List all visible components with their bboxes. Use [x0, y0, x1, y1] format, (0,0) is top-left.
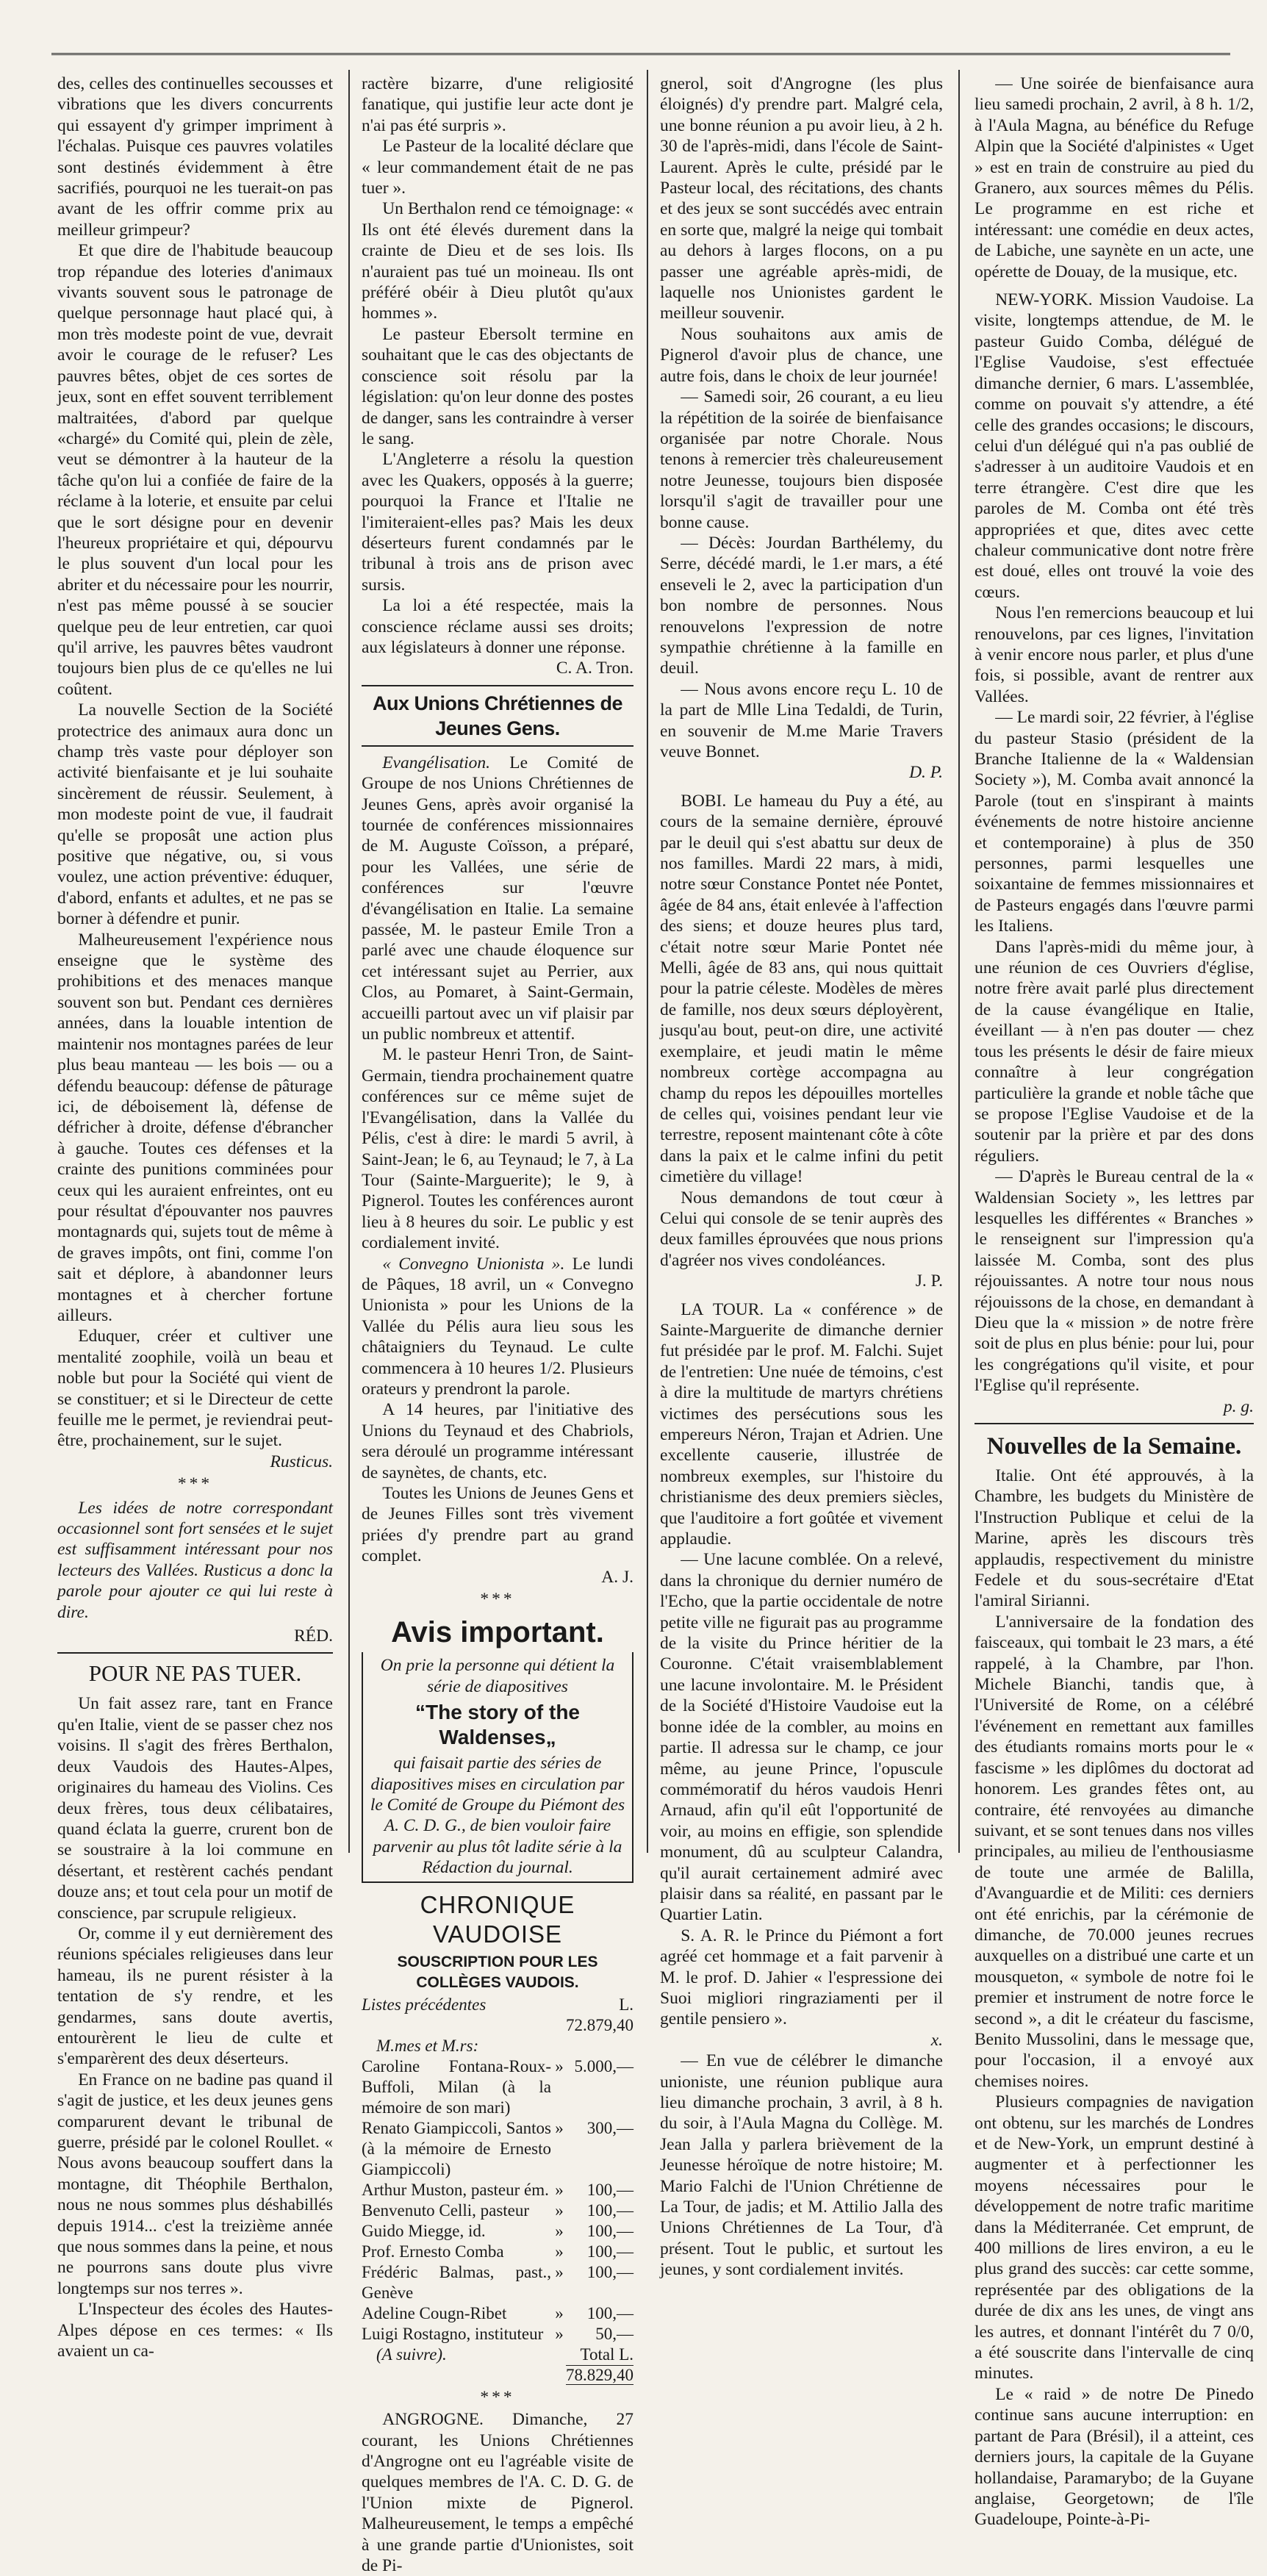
column-rule: [348, 70, 350, 1853]
ditto-mark: »: [555, 2180, 564, 2199]
paragraph: Plusieurs compagnies de navigation ont obtenu, sur les marchés de Londres et de New-York, un emprunt destiné à augmenter et à perfectionner les moyens nécessaires pour le développement de notre trafic maritime dans la Méditerranée. Cet emprunt, de 400 millions de lires environ, a eu le plus grand des succès: car cette somme, représentée par des obligations de la durée de dix ans les unes, de vingt ans les autres, et donnant l'intérêt du 7 0/0, a été souscrite dans l'intervalle de cinq minutes.: [975, 2092, 1254, 2383]
paragraph: Nous l'en remercions beaucoup et lui renouvelons, par ces lignes, l'invitation à venir encore nous parler, et plus d'une fois, si possible, avant de rentrer aux Vallées.: [975, 603, 1254, 706]
total: [551, 2344, 634, 2386]
signature: Rusticus.: [270, 1452, 333, 1471]
paragraph: En France on ne badine pas quand il s'agit de justice, et les deux jeunes gens comparurent devant le tribunal de guerre, présidé par le colonel Roullet. « Nous avons beaucoup souffert dans la montagne, dit Théophile Berthalon, nous ne nous sommes plus déshabillés depuis 1914... c'est la treizième année que nous sommes dans la peine, et nous ne pourrons sans doute plus vivre longtemps sur nos terres ».: [57, 2070, 333, 2298]
separator: ***: [480, 2387, 515, 2407]
column-rule: [958, 70, 960, 1853]
donor-amount: 100,—: [586, 2180, 634, 2199]
donor-name: Luigi Rostagno, instituteur: [362, 2324, 544, 2343]
paragraph: ANGROGNE. Dimanche, 27 courant, les Unions Chrétiennes d'Angrogne ont eu l'agréable visite de quelques membres de l'A. C. D. G. de l'Union mixte de Pignerol. Malheureusement, le temps a empêché à une grande partie d'Unionistes, soit de Pi-: [362, 2410, 634, 2575]
paragraph: NEW-YORK. Mission Vaudoise. La visite, longtemps attendue, de M. le pasteur Guido Comba, délégué de l'Eglise Vaudoise, s'est effectuée dimanche dernier, 6 mars. L'assemblée, comme on pouvait s'y attendre, a été celle des grandes occasions; le discours, celui d'un délégué qui n'a pas oublié de s'adresser à un auditoire Vaudois et en terre étrangère. C'est dire que les paroles de M. Comba ont été très appropriées et que, dites avec cette chaleur communicative dont notre frère est doué, elles ont trouvé la voie des cœurs.: [975, 290, 1254, 602]
paragraph: Nous souhaitons aux amis de Pignerol d'avoir plus de chance, une autre fois, dans le choix de leur journée!: [660, 324, 943, 386]
paragraph: ractère bizarre, d'une religiosité fanatique, qui justifie leur acte dont je n'ai pas été surpris ».: [362, 74, 634, 135]
paragraph: Or, comme il y eut dernièrement des réunions spéciales religieuses dans leur hameau, ils ne purent résister à la tentation de s'y rendre, et les gendarmes, sans doute avertis, entourèrent le lieu de culte et s'emparèrent des deux déserteurs.: [57, 1923, 333, 2069]
divider: [975, 1423, 1254, 1424]
donor-amount: 5.000,—: [574, 2056, 634, 2075]
donor-row: [362, 2324, 634, 2344]
paragraph: Nous demandons de tout cœur à Celui qui console de se tenir auprès des deux familles éprouvées que nous prions d'agréer nos vives condoléances.: [660, 1188, 943, 1270]
donor-amount: 100,—: [586, 2200, 634, 2220]
donor-name: Caroline Fontana-Roux-Buffoli, Milan (à la mémoire de son mari): [362, 2056, 551, 2117]
donor-amount: 100,—: [586, 2303, 634, 2322]
donor-amount: 50,—: [595, 2324, 634, 2343]
donor-name: Adeline Cougn-Ribet: [362, 2303, 507, 2322]
paragraph: — D'après le Bureau central de la « Waldensian Society », les lettres par lesquelles les différentes « Branches » le renseignent sur l'impression qu'a laissée M. Comba, sont des plus réjouissantes. A notre tour nous nous réjouissons de la chose, en demandant à Dieu que la « mission » de notre frère soit de plus en plus bénie: pour lui, pour les congrégations qu'il visite, et pour l'Eglise qu'il représente.: [975, 1167, 1254, 1396]
paragraph: L'anniversaire de la fondation des faisceaux, qui tombait le 23 mars, a été rappelé, à la Chambre, par l'hon. Michele Bianchi, tandis que, à l'Université de Rome, on a célébré l'événement en remettant aux familles des étudiants romains morts pour le « fascisme » les diplômes du doctorat ad honorem. Les grandes fêtes ont, au contraire, été renvoyées au dimanche suivant, et se sont tenues dans nos villes principales, au milieu de l'enthousiasme de toute une armée de Balilla, d'Avanguardie et de Militi: ces derniers ont été enrichis, par la cérémonie de dimanche, de 70.000 jeunes recrues auxquelles on a distribué une carte et un mousqueton, « symbole de notre foi le premier et instrument de notre force le second », a dit le créateur du fascisme, Benito Mussolini, dans le message que, pour l'occasion, il a envoyé aux chemises noires.: [975, 1612, 1254, 2091]
total-label: Total L.: [580, 2344, 634, 2364]
paragraph: La loi a été respectée, mais la conscience réclame aussi ses droits; aux législateurs à donner une réponse.: [362, 596, 634, 657]
divider: [57, 1652, 333, 1654]
table-row: [362, 2344, 634, 2386]
headline-avis: Avis important.: [391, 1616, 604, 1649]
ditto-mark: »: [555, 2242, 564, 2261]
paragraph: Un fait assez rare, tant en France qu'en Italie, vient de se passer chez nos voisins. Il s'agit des frères Berthalon, deux Vaudois des Hautes-Alpes, originaires du hameau des Violins. Ces deux frères, tous deux célibataires, quand éclata la guerre, crurent bon de se soustraire à la loi commune en désertant, et restèrent cachés pendant douze ans; et tout cela pour un motif de conscience, par scrupule religieux.: [57, 1694, 333, 1923]
table-row: [362, 1995, 634, 2036]
ditto-mark: »: [555, 2324, 564, 2343]
paragraph: LA TOUR. La « conférence » de Sainte-Marguerite de dimanche dernier fut présidée par le prof. M. Falchi. Sujet de l'entretien: Une nuée de témoins, c'est à dire la multitude de martyrs chrétiens victimes des persécutions sous les empereurs Néron, Trajan et Adrien. Une excellente causerie, illustrée de nombreux exemples, sur l'histoire du christianisme des deux premiers siècles, que l'auditoire a fort goûtée et vivement applaudie.: [660, 1299, 943, 1549]
subheading-souscription: SOUSCRIPTION POUR LES COLLÈGES VAUDOIS.: [397, 1953, 598, 1991]
signature: C. A. Tron.: [556, 659, 634, 678]
paragraph: — Samedi soir, 26 courant, a eu lieu la répétition de la soirée de bienfaisance organisée par notre Chorale. Nous tenons à remercier très chaleureusement notre Jeunesse, toujours bien disposée lorsqu'il s'agit de travailler pour une bonne cause.: [660, 387, 943, 532]
paragraph: — Le mardi soir, 22 février, à l'église du pasteur Stasio (président de la Branche Italienne de la « Waldensian Society »), M. Comba avait annoncé la Parole (tout en s'inspirant à maints événements de notre histoire ancienne et contemporaine) à plus de 350 personnes, parmi lesquelles une soixantaine de femmes missionnaires et de Pasteurs engagés dans l'œuvre parmi les Italiens.: [975, 708, 1254, 936]
paragraph: des, celles des continuelles secousses et vibrations que les divers concurrents qui essayent d'y grimper impriment à l'échalas. Puisque ces pauvres volatiles sont destinés évidemment à être sacrifiés, pourquoi ne les tuerait-on pas avant de les offrir comme prix au meilleur grimpeur?: [57, 74, 333, 240]
column-3: [660, 73, 943, 2280]
signature: J. P.: [915, 1271, 943, 1291]
donor-name: Benvenuto Celli, pasteur: [362, 2200, 530, 2220]
section-header: [362, 685, 634, 747]
total-amount: 78.829,40: [566, 2365, 634, 2384]
notice-box: [362, 1652, 634, 1882]
suivre: (A suivre).: [376, 2344, 447, 2364]
paragraph: — Décès: Jourdan Barthélemy, du Serre, décédé mardi, le 1.er mars, a été enseveli le 2, avec la participation d'un bon nombre de personnes. Nous renouvelons l'expression de notre sympathie chrétienne à la famille en deuil.: [660, 533, 943, 678]
paragraph: Et que dire de l'habitude beaucoup trop répandue des loteries d'animaux vivants souvent sous le patronage de quelque personnage haut placé qui, à mon très modeste point de vue, devrait avoir le courage de le refuser? Les pauvres bêtes, objet de ces sortes de jeux, sont en effet souvent terriblement maltraitées, d'abord par quelque «chargé» du Comité qui, plein de zèle, veut se démontrer à la hauteur de la tâche qu'on lui a confiée de faire de la réclame à la loterie, et ensuite par celui que le sort désigne pour en devenir l'heureux propriétaire et qui, dépourvu le plus souvent d'un local pour les abriter et du nécessaire pour les nourrir, n'est pas même poussé à se soucier quelque peu de leur entretien, car quoi qu'il arrive, les pauvres bêtes vaudront toujours bien plus de ce qu'elles ne lui coûtent.: [57, 241, 333, 699]
column-rule: [647, 70, 648, 1853]
paragraph: [362, 1254, 634, 1400]
donor-row: [362, 2180, 634, 2200]
ditto-mark: »: [555, 2303, 564, 2322]
paragraph: Eduquer, créer et cultiver une mentalité zoophile, voilà un beau et noble but pour la Société qui vient de se constituer; et si le Directeur de cette feuille me le permet, je reviendrai peut-être, prochainement, sur le sujet.: [57, 1327, 333, 1451]
separator: ***: [480, 1590, 515, 1610]
paragraph: — Une soirée de bienfaisance aura lieu samedi prochain, 2 avril, à 8 h. 1/2, à l'Aula Magna, au bénéfice du Refuge Alpin que la Société d'alpinistes « Uget » est en train de construire au pied du Granero, aux sources mêmes du Pélis. Le programme en est riche et intéressant: une comédie en deux actes, de Labiche, une saynète en un acte, une opérette de Douay, de la musique, etc.: [975, 74, 1254, 281]
paragraph: — Une lacune comblée. On a relevé, dans la chronique du dernier numéro de l'Echo, que la partie occidentale de notre petite ville ne figurait pas au programme de la visite du Prince héritier de la Couronne. C'était vraisemblablement une lacune involontaire. M. le Président de la Société d'Histoire Vaudoise eut la bonne idée de la combler, au moins en partie. Il adressa sur le champ, ce jour même, au jeune Prince, l'opuscule commémoratif du héros vaudois Henri Arnaud, afin qu'il eût l'opportunité de voir, au moins en effigie, son splendide monument, dû au sculpteur Calandra, qu'il aurait certainement admiré avec plaisir dans sa réalité, en passant par le Quartier Latin.: [660, 1550, 943, 1925]
paragraph: Malheureusement l'expérience nous enseigne que le système des prohibitions et des menaces manque souvent son but. Pendant ces dernières années, dans la louable intention de maintenir nos montagnes parées de leur plus beau manteau — les bois — ou a défendu beaucoup: défense de pâturage ici, de déboisement là, défense de défricher à droite, défense d'ébrancher à gauche. Toutes ces défenses et la crainte des punitions comminées pour ceux qui les auraient enfreintes, ont eu pour résultat d'épouvanter nos pauvres montagnards qui, sujets tout de même à de graves impôts, ont fini, comme l'on sait et déplore, à abandonner leurs montagnes et à chercher fortune ailleurs.: [57, 930, 333, 1325]
donor-row: [362, 2056, 634, 2118]
paragraph: Italie. Ont été approuvés, à la Chambre, les budgets du Ministère de l'Instruction Publique et celui de la Marine, après les discours très applaudis, respectivement du ministre Fedele et du sous-secrétaire d'Etat l'amiral Sirianni.: [975, 1466, 1254, 1611]
donor-row: [362, 2221, 634, 2242]
paragraph: — En vue de célébrer le dimanche unioniste, une réunion publique aura lieu dimanche prochain, 3 avril, à 8 h. du soir, à l'Aula Magna du Collège. M. Jean Jalla y parlera brièvement de la Jeunesse héroïque de notre histoire; M. Mario Falchi de l'Union Chrétienne de La Tour, de jadis; et M. Attilio Jalla des Unions Chrétiennes de La Tour, d'à présent. Tout le public, et surtout les jeunes, y sont cordialement invités.: [660, 2051, 943, 2280]
notice-title: “The story of the Waldenses„: [414, 1701, 580, 1749]
notice-text: qui faisait partie des séries de diapositives mises en circulation par le Comité de Groupe du Piémont des A. C. D. G., de bien vouloir faire parvenir au plus tôt ladite série à la Rédaction du journal.: [370, 1754, 625, 1878]
paragraph: Le « raid » de notre De Pinedo continue sans aucune interruption: en partant de Para (Brésil), il a atteint, ces derniers jours, la capitale de la Guyane hollandaise, Paramarybo; de la Guyane anglaise, Georgetown; de l'île Guadeloupe, Pointe-à-Pi-: [975, 2384, 1254, 2530]
column-4: [975, 73, 1254, 2530]
paragraph: Toutes les Unions de Jeunes Gens et de Jeunes Filles sont très vivement priées d'y prendre part au grand complet.: [362, 1484, 634, 1566]
paragraph: S. A. R. le Prince du Piémont a fort agréé cet hommage et a fait parvenir à M. le prof. D. Jahier « l'espressione dei Suoi migliori ringraziamenti per il gentile pensiero ».: [660, 1926, 943, 2029]
subscription-table: [362, 1995, 634, 2386]
signature: p. g.: [1223, 1396, 1254, 1416]
headline-pour-ne-pas-tuer: POUR NE PAS TUER.: [88, 1660, 302, 1687]
ditto-mark: »: [555, 2221, 564, 2240]
listes-amount: L. 72.879,40: [566, 1995, 634, 2034]
listes-label: Listes précédentes: [362, 1995, 487, 2014]
signature: x.: [930, 2030, 943, 2050]
paragraph: Le pasteur Ebersolt termine en souhaitant que le cas des objectants de conscience soit résolu par la législation: qu'on leur donne des postes de danger, sans les contraindre à verser le sang.: [362, 324, 634, 448]
donor-name: Guido Miegge, id.: [362, 2221, 486, 2240]
paragraph: — Nous avons encore reçu L. 10 de la part de Mlle Lina Tedaldi, de Turin, en souvenir de M.me Marie Travers veuve Bonnet.: [660, 679, 943, 761]
salutation: M.mes et M.rs:: [376, 2036, 479, 2055]
paragraph: Le Pasteur de la localité déclare que « leur commandement était de ne pas tuer ».: [362, 137, 634, 198]
ditto-mark: »: [555, 2262, 564, 2281]
editor-note: Les idées de notre correspondant occasionnel sont fort sensées et le sujet est suffisamment intéressant pour nos lecteurs des Vallées. Rusticus a donc la parole pour ajouter ce qui lui reste à dire.: [57, 1498, 333, 1622]
donor-row: [362, 2118, 634, 2180]
editor-signature: RÉD.: [294, 1626, 333, 1646]
table-row: [362, 2036, 634, 2056]
headline-chronique: CHRONIQUE VAUDOISE: [420, 1890, 575, 1948]
donor-name: Arthur Muston, pasteur ém.: [362, 2180, 549, 2199]
paragraph: L'Angleterre a résolu la question avec les Quakers, opposés à la guerre; pourquoi la France et l'Italie ne l'imiteraient-elles pas? Mais les deux déserteurs furent condamnés par le tribunal à trois ans de prison avec sursis.: [362, 450, 634, 595]
column-2: [362, 73, 634, 2575]
donor-name: Frédéric Balmas, past., Genève: [362, 2262, 551, 2302]
donor-amount: 100,—: [586, 2262, 634, 2281]
paragraph-text: Le Comité de Groupe de nos Unions Chrétiennes de Jeunes Gens, après avoir organisé la tournée de conférences missionnaires de M. Auguste Coïsson, a préparé, pour les Vallées, une série de conférences sur l'œuvre d'évangélisation en Italie. La semaine passée, M. le pasteur Emile Tron a parlé avec une chaude éloquence sur cet intéressant sujet au Perrier, aux Clos, au Pomaret, à Saint-Germain, accueilli partout avec un vif plaisir par un public nombreux et attentif.: [362, 753, 634, 1044]
separator: ***: [177, 1474, 213, 1494]
donor-amount: 300,—: [586, 2118, 634, 2137]
ditto-mark: »: [555, 2200, 564, 2220]
signature: D. P.: [909, 763, 943, 783]
paragraph: [362, 753, 634, 1045]
headline-nouvelles: Nouvelles de la Semaine.: [986, 1433, 1242, 1460]
donor-row: [362, 2262, 634, 2303]
donor-amount: 100,—: [586, 2242, 634, 2261]
paragraph: Dans l'après-midi du même jour, à une réunion de ces Ouvriers d'église, notre frère avait parlé plus directement de la cause évangélique en Italie, éveillant — à n'en pas douter — chez tous les présents le désir de faire mieux connaître à leur congrégation particulière la grande et noble tâche que se propose l'Eglise Vaudoise et de la soutenir par la prière et par des dons réguliers.: [975, 937, 1254, 1166]
paragraph: BOBI. Le hameau du Puy a été, au cours de la semaine dernière, éprouvé par le deuil qui s'est abattu sur deux de nos familles. Mardi 22 mars, à midi, notre sœur Constance Pontet née Pontet, âgée de 84 ans, était enlevée à l'affection des siens; et douze heures plus tard, c'était notre sœur Marie Pontet née Melli, âgée de 83 ans, qui nous quittait pour la patrie céleste. Modèles de mères de famille, nos deux sœurs déployèrent, jusqu'au bout, peut-on dire, une activité exemplaire, et jeudi matin le même nombreux cortège accompagna au champ du repos les dépouilles mortelles de celles qui, voisines pendant leur vie terrestre, reposent maintenant côte à côte dans la paix et le calme infini du petit cimetière du village!: [660, 791, 943, 1187]
donor-amount: 100,—: [586, 2221, 634, 2240]
paragraph: M. le pasteur Henri Tron, de Saint-Germain, tiendra prochainement quatre conférences sur ce même sujet de l'Evangélisation, dans la Vallée du Pélis, c'est à dire: le mardi 5 avril, à Saint-Jean; le 6, au Teynaud; le 7, à La Tour (Sainte-Marguerite); le 9, à Pignerol. Toutes les conférences auront lieu à 8 heures du soir. Le public y est cordialement invité.: [362, 1045, 634, 1253]
donor-name: Prof. Ernesto Comba: [362, 2242, 504, 2261]
ditto-mark: »: [555, 2118, 564, 2137]
paragraph: gnerol, soit d'Angrogne (les plus éloignés) d'y prendre part. Malgré cela, une bonne réunion a pu avoir lieu, à 2 h. 30 de l'après-midi, dans l'école de Saint-Laurent. Après le culte, présidé par le Pasteur local, des récitations, des chants et des jeux se sont succédés avec entrain en sorte que, malgré la neige qui tombait au dehors à larges flocons, on a pu passer une agréable après-midi, de laquelle nos Unionistes gardent le meilleur souvenir.: [660, 74, 943, 323]
ditto-mark: »: [555, 2056, 564, 2075]
donor-row: [362, 2303, 634, 2324]
headline-unions: Aux Unions Chrétiennes de Jeunes Gens.: [372, 692, 623, 739]
column-1: [57, 73, 333, 2361]
signature: A. J.: [601, 1567, 634, 1587]
paragraph: Un Berthalon rend ce témoignage: « Ils ont été élevés durement dans la crainte de Dieu et de ses lois. Ils n'auraient pas tué un moineau. Ils ont préféré obéir à Dieu plutôt qu'aux hommes ».: [362, 199, 634, 323]
lead-word: « Convegno Unionista ».: [382, 1254, 565, 1274]
lead-word: Evangélisation.: [382, 753, 491, 772]
paragraph: La nouvelle Section de la Société protectrice des animaux aura donc un champ très vaste pour déployer son activité bienfaisante et je lui souhaite sincèrement de réussir. Seulement, à mon modeste point de vue, il faudrait qu'elle se proposât une action plus positive que négative, ou, si vous voulez, une action préventive: éduquer, d'abord, enfants et adultes, et ne pas se borner à défendre et punir.: [57, 700, 333, 929]
notice-text: On prie la personne qui détient la série de diapositives: [380, 1656, 615, 1696]
donor-row: [362, 2242, 634, 2262]
donor-name: Renato Giampiccoli, Santos (à la mémoire de Ernesto Giampiccoli): [362, 2118, 551, 2178]
paragraph: L'Inspecteur des écoles des Hautes-Alpes dépose en ces termes: « Ils avaient un ca-: [57, 2300, 333, 2361]
paragraph: A 14 heures, par l'initiative des Unions du Teynaud et des Chabriols, sera déroulé un programme intéressant de saynètes, de chants, etc.: [362, 1400, 634, 1482]
donor-row: [362, 2200, 634, 2221]
top-rule: [51, 53, 1230, 58]
paragraph-text: Le lundi de Pâques, 18 avril, un « Convegno Unionista » pour les Unions de la Vallée du Pélis aura lieu sous les châtaigniers du Teynaud. Le culte commencera à 10 heures 1/2. Plusieurs orateurs y prendront la parole.: [362, 1254, 634, 1399]
